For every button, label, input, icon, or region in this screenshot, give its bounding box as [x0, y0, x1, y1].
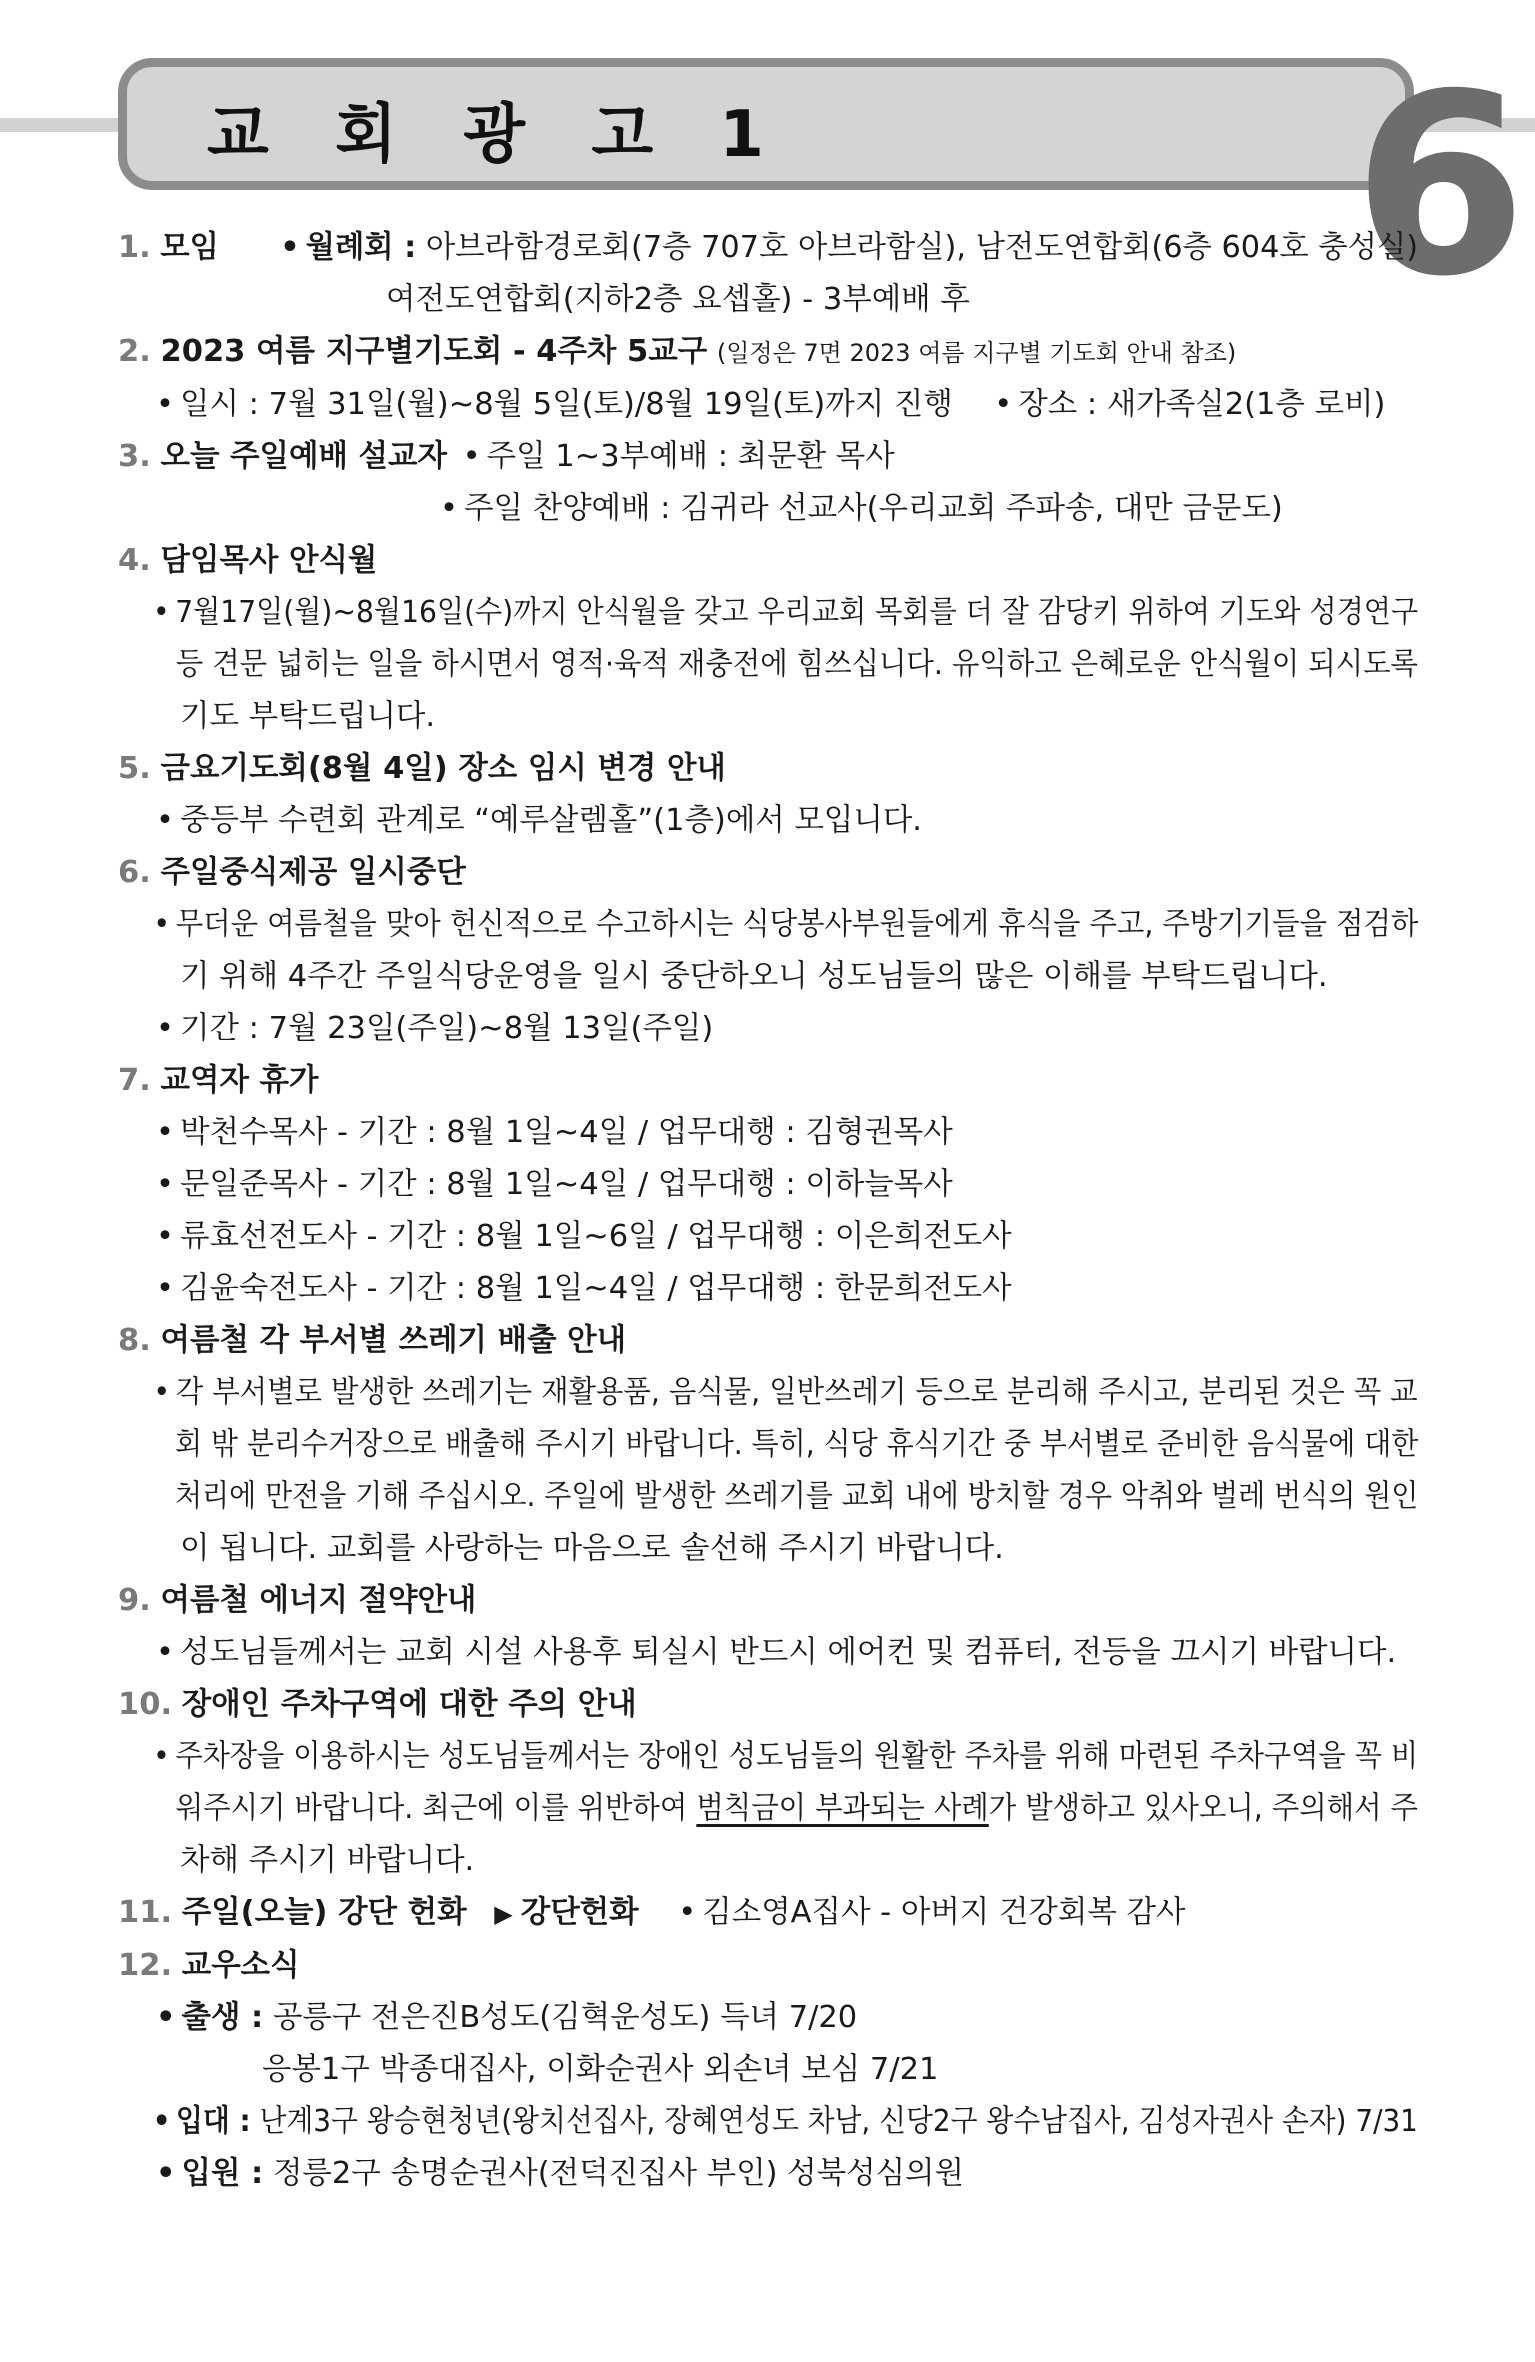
section-title: 금요기도회(8월 4일) 장소 임시 변경 안내	[160, 751, 726, 786]
section-number: 10.	[118, 1687, 173, 1722]
text-line: • 각 부서별로 발생한 쓰레기는 재활용품, 음식물, 일반쓰레기 등으로 분리해 주시고, 분리된 것은 꼭 교	[153, 1375, 1417, 1410]
section-2	[118, 326, 1418, 379]
text-line: 등 견문 넓히는 일을 하시면서 영적·육적 재충전에 힘쓰십니다. 유익하고 은혜로운 안식월이 되시도록	[175, 647, 1418, 682]
text-line: • 주차장을 이용하시는 성도님들께서는 장애인 성도님들의 원활한 주차를 위해 마련된 주차구역을 꼭 비	[153, 1739, 1418, 1774]
text-line: • 중등부 수련회 관계로 “예루살렘홀”(1층)에서 모입니다.	[156, 803, 922, 838]
list-item	[118, 2096, 1418, 2148]
underlined-text: 범칙금이 부과되는 사례	[696, 1791, 989, 1826]
text-line: 정릉2구 송명순권사(전덕진집사 부인) 성북성심의원	[272, 2156, 964, 2191]
page-title: 교 회 광 고 1	[207, 98, 786, 172]
text-line	[118, 1783, 1418, 1835]
text-line: • 주일 찬양예배 : 김귀라 선교사(우리교회 주파송, 대만 금문도)	[440, 491, 1283, 526]
text-line: 난계3구 왕승현청년(왕치선집사, 장혜연성도 차남, 신당2구 왕수남집사, 김성자권사 손자) 7/31	[259, 2104, 1418, 2139]
section-title: 담임목사 안식월	[160, 543, 378, 578]
text-line: 아브라함경로회(7층 707호 아브라함실), 남전도연합회(6층 604호 충성실)	[425, 230, 1419, 265]
section-4	[118, 535, 1418, 587]
page-number: 6	[1353, 40, 1527, 331]
announcement-list	[118, 222, 1418, 2200]
section-12	[118, 1940, 1418, 1992]
section-number: 11.	[118, 1895, 173, 1930]
text-line: 여전도연합회(지하2층 요셉홀) - 3부예배 후	[386, 282, 970, 317]
list-item	[118, 2148, 1418, 2200]
section-9	[118, 1575, 1418, 1627]
text-line: • 7월17일(월)~8월16일(수)까지 안식월을 갖고 우리교회 목회를 더 잘 감당키 위하여 기도와 성경연구	[153, 595, 1418, 630]
text-segment: 가 발생하고 있사오니, 주의해서 주	[988, 1791, 1418, 1826]
section-number: 3.	[118, 439, 151, 474]
text-line: • 성도님들께서는 교회 시설 사용후 퇴실시 반드시 에어컨 및 컴퓨터, 전등을 끄시기 바랍니다.	[156, 1635, 1396, 1670]
text-line: 회 밖 분리수거장으로 배출해 주시기 바랍니다. 특히, 식당 휴식기간 중 부서별로 준비한 음식물에 대한	[174, 1427, 1419, 1462]
text-line: 기도 부탁드립니다.	[180, 699, 436, 734]
section-title: 주일(오늘) 강단 헌화	[181, 1895, 467, 1930]
list-item	[118, 1107, 1418, 1159]
text-line: • 김윤숙전도사 - 기간 : 8월 1일~4일 / 업무대행 : 한문희전도사	[156, 1271, 1012, 1306]
triangle-icon: ▶	[494, 1900, 513, 1928]
subsection-title: 강단헌화	[520, 1895, 639, 1930]
section-title: 2023 여름 지구별기도회 - 4주차 5교구	[160, 334, 708, 369]
text-line: • 주일 1~3부예배 : 최문환 목사	[463, 439, 895, 474]
text-line: • 무더운 여름철을 맞아 헌신적으로 수고하시는 식당봉사부원들에게 휴식을 주고, 주방기기들을 점검하	[153, 907, 1418, 942]
section-5	[118, 743, 1418, 795]
section-title: 오늘 주일예배 설교자	[160, 439, 447, 474]
section-11	[118, 1887, 1418, 1940]
item-label: • 입원 :	[156, 2156, 263, 2191]
text-line: • 박천수목사 - 기간 : 8월 1일~4일 / 업무대행 : 김형권목사	[156, 1115, 953, 1150]
list-item	[118, 899, 1419, 951]
section-title: 여름철 에너지 절약안내	[160, 1583, 477, 1618]
text-line: 처리에 만전을 기해 주십시오. 주일에 발생한 쓰레기를 교회 내에 방치할 경우 악취와 벌레 번식의 원인	[174, 1479, 1419, 1514]
section-title: 주일중식제공 일시중단	[160, 855, 466, 890]
section-number: 9.	[118, 1583, 151, 1618]
list-item	[118, 1159, 1418, 1211]
text-line: 기 위해 4주간 주일식당운영을 일시 중단하오니 성도님들의 많은 이해를 부탁드립니다.	[180, 959, 1328, 994]
section-number: 6.	[118, 855, 151, 890]
list-item	[118, 587, 1419, 639]
text-line: • 류효선전도사 - 기간 : 8월 1일~6일 / 업무대행 : 이은희전도사	[156, 1219, 1012, 1254]
section-title: 여름철 각 부서별 쓰레기 배출 안내	[160, 1323, 627, 1358]
list-item	[118, 1627, 1418, 1679]
section-title: 교역자 휴가	[160, 1063, 319, 1098]
section-number: 7.	[118, 1063, 151, 1098]
text-line: • 기간 : 7월 23일(주일)~8월 13일(주일)	[156, 1011, 713, 1046]
section-3	[118, 431, 1418, 483]
text-line: 차해 주시기 바랍니다.	[180, 1843, 475, 1878]
section-number: 4.	[118, 543, 151, 578]
text-line: • 일시 : 7월 31일(월)~8월 5일(토)/8월 19일(토)까지 진행	[156, 387, 953, 422]
list-item	[118, 1367, 1418, 1419]
item-label: • 출생 :	[156, 2000, 263, 2035]
list-item	[118, 1211, 1418, 1263]
section-1	[118, 222, 1419, 274]
section-title: 모임	[160, 230, 219, 265]
list-item	[118, 1731, 1419, 1783]
text-line: • 문일준목사 - 기간 : 8월 1일~4일 / 업무대행 : 이하늘목사	[156, 1167, 953, 1202]
item-label: • 입대 :	[153, 2104, 251, 2139]
list-item	[118, 1992, 1418, 2044]
section-number: 2.	[118, 334, 151, 369]
section-6	[118, 847, 1418, 899]
section-title: 장애인 주차구역에 대한 주의 안내	[181, 1687, 637, 1722]
list-item	[118, 1263, 1418, 1315]
text-line: • 김소영A집사 - 아버지 건강회복 감사	[678, 1895, 1185, 1930]
text-segment: 워주시기 바랍니다. 최근에 이를 위반하여	[175, 1791, 697, 1826]
section-number: 1.	[118, 230, 151, 265]
list-item	[118, 379, 1418, 431]
section-number: 8.	[118, 1323, 151, 1358]
section-title: 교우소식	[181, 1948, 300, 1983]
section-note: (일정은 7면 2023 여름 지구별 기도회 안내 참조)	[716, 339, 1237, 367]
text-line: 응봉1구 박종대집사, 이화순권사 외손녀 보심 7/21	[262, 2052, 939, 2087]
section-number: 12.	[118, 1948, 173, 1983]
list-item	[118, 483, 1418, 535]
text-line: 공릉구 전은진B성도(김혁운성도) 득녀 7/20	[272, 2000, 858, 2035]
section-8	[118, 1315, 1418, 1367]
section-7	[118, 1055, 1418, 1107]
text-line: • 장소 : 새가족실2(1층 로비)	[994, 387, 1385, 422]
list-item	[118, 795, 1418, 847]
meeting-label: • 월례회 :	[280, 230, 416, 265]
list-item	[118, 1003, 1418, 1055]
text-line: 이 됩니다. 교회를 사랑하는 마음으로 솔선해 주시기 바랍니다.	[180, 1531, 1004, 1566]
section-10	[118, 1679, 1418, 1731]
section-number: 5.	[118, 751, 151, 786]
